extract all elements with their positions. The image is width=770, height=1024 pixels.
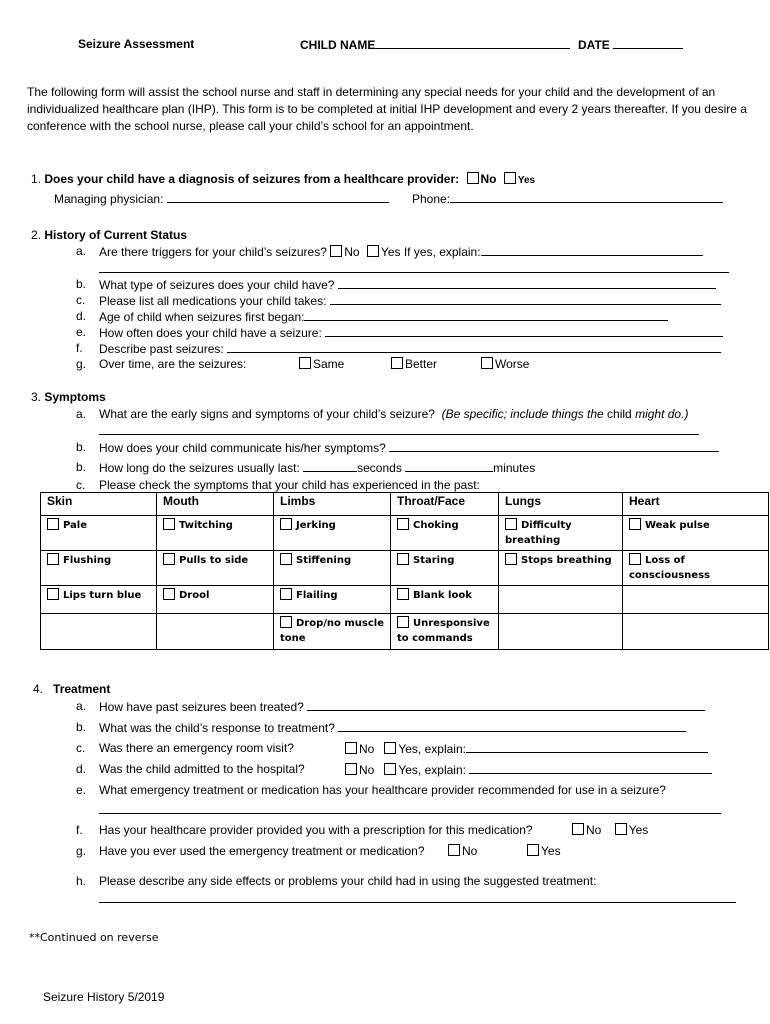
empty-cell [499, 614, 623, 650]
symptom-drop-no-muscle-tone[interactable]: Drop/no muscle tone [274, 614, 391, 650]
q4h: h. Please describe any side effects or problems your child had in using the suggested treatment: [76, 874, 597, 888]
date-field[interactable] [578, 37, 683, 52]
q4d: d. Was the child admitted to the hospital? [76, 762, 305, 776]
q4c-no-checkbox [345, 742, 357, 754]
q4f-options[interactable]: No Yes [572, 823, 648, 837]
col-header-throat-face: Throat/Face [391, 493, 499, 516]
q2c: c. Please list all medications your child takes: [76, 293, 85, 307]
q4d-no-checkbox [345, 763, 357, 775]
q2g: g. Over time, are the seizures: [76, 357, 247, 371]
symptom-loss-of-consciousness[interactable]: Loss of consciousness [623, 551, 769, 586]
q3c: c. Please check the symptoms that your child has experienced in the past: [76, 478, 480, 492]
checkbox-icon [280, 518, 292, 530]
q1-yes-checkbox[interactable] [504, 172, 516, 184]
q4f: f. Has your healthcare provider provided you with a prescription for this medication? [76, 823, 533, 837]
q4f-yes-checkbox [615, 823, 627, 835]
checkbox-icon [629, 553, 641, 565]
minutes-field[interactable] [405, 460, 493, 472]
q2g-better-option[interactable]: Better [391, 357, 437, 371]
checkbox-icon [47, 588, 59, 600]
form-title: Seizure Assessment [78, 37, 195, 51]
checkbox-icon [397, 553, 409, 565]
checkbox-icon [299, 357, 311, 369]
q2a: a. Are there triggers for your child’s seizures? No Yes If yes, explain: [76, 244, 86, 258]
q1: 1. Does your child have a diagnosis of seizures from a healthcare provider: No Yes [31, 172, 536, 186]
col-header-limbs: Limbs [274, 493, 391, 516]
checkbox-icon [280, 553, 292, 565]
checkbox-icon [280, 616, 292, 628]
q1-no-checkbox[interactable] [467, 172, 479, 184]
checkbox-icon [47, 553, 59, 565]
checkbox-icon [527, 844, 539, 856]
q4f-no-checkbox [572, 823, 584, 835]
q3b: b. How does your child communicate his/her symptoms? [76, 440, 86, 454]
symptom-stops-breathing[interactable]: Stops breathing [499, 551, 623, 586]
empty-cell [41, 614, 157, 650]
seconds-field[interactable] [303, 460, 357, 472]
symptom-lips-turn-blue[interactable]: Lips turn blue [41, 586, 157, 614]
symptom-flushing[interactable]: Flushing [41, 551, 157, 586]
q4b: b. What was the child’s response to treatment? [76, 720, 86, 734]
symptom-twitching[interactable]: Twitching [157, 516, 274, 551]
q4-heading: 4. Treatment [33, 682, 111, 696]
checkbox-icon [481, 357, 493, 369]
q2-heading: 2. History of Current Status [31, 228, 188, 242]
date-label: DATE [578, 38, 610, 52]
q2a-explain-line[interactable] [481, 244, 703, 256]
empty-cell [157, 614, 274, 650]
q2f: f. Describe past seizures: [76, 341, 83, 355]
q4e-answer-line[interactable] [99, 813, 721, 814]
q2g-worse-option[interactable]: Worse [481, 357, 529, 371]
continued-note: **Continued on reverse [29, 931, 159, 944]
q4a: a. How have past seizures been treated? [76, 699, 86, 713]
q4g-yes-option[interactable]: Yes [527, 844, 561, 858]
symptom-pulls-to-side[interactable]: Pulls to side [157, 551, 274, 586]
q4c: c. Was there an emergency room visit? [76, 741, 294, 755]
symptom-weak-pulse[interactable]: Weak pulse [623, 516, 769, 551]
intro-paragraph: The following form will assist the school nurse and staff in determining any special needs for your child and the development of an individualized healthcare plan (IHP). This form is to be completed at initial IHP development and every 2 years thereafter. If you desire a conference with the school nurse, please call your child’s school for an appointment. [27, 85, 747, 133]
q4g-no-option[interactable]: No [448, 844, 477, 858]
child-name-label: CHILD NAME [300, 38, 376, 52]
checkbox-icon [163, 553, 175, 565]
symptom-pale[interactable]: Pale [41, 516, 157, 551]
checkbox-icon [397, 588, 409, 600]
col-header-mouth: Mouth [157, 493, 274, 516]
q2b: b. What type of seizures does your child have? [76, 277, 86, 291]
q2a-yes-checkbox[interactable] [367, 245, 379, 257]
empty-cell [499, 586, 623, 614]
symptom-difficulty-breathing[interactable]: Difficulty breathing [499, 516, 623, 551]
q4d-yes-checkbox [384, 763, 396, 775]
checkbox-icon [163, 588, 175, 600]
symptom-drool[interactable]: Drool [157, 586, 274, 614]
symptom-blank-look[interactable]: Blank look [391, 586, 499, 614]
q2e: e. How often does your child have a seizure: [76, 325, 86, 339]
checkbox-icon [397, 616, 409, 628]
q2a-extra-line[interactable] [99, 272, 729, 273]
q3b-duration: b. How long do the seizures usually last: seconds minutes [76, 460, 536, 475]
symptoms-table [40, 492, 769, 650]
checkbox-icon [505, 518, 517, 530]
q4c-yes-checkbox [384, 742, 396, 754]
q4h-answer-line[interactable] [99, 902, 736, 903]
child-name-field[interactable] [300, 37, 570, 52]
checkbox-icon [47, 518, 59, 530]
symptom-jerking[interactable]: Jerking [274, 516, 391, 551]
q2a-no-checkbox[interactable] [330, 245, 342, 257]
symptom-unresponsive[interactable]: Unresponsive to commands [391, 614, 499, 650]
q4g: g. Have you ever used the emergency treatment or medication? [76, 844, 425, 858]
q3a: a. What are the early signs and symptoms of your child’s seizure? (Be specific; include things the child might do.) [76, 407, 689, 421]
col-header-lungs: Lungs [499, 493, 623, 516]
q3-heading: 3. Symptoms [31, 390, 106, 404]
col-header-skin: Skin [41, 493, 157, 516]
q1-text: Does your child have a diagnosis of seizures from a healthcare provider: [44, 172, 460, 186]
checkbox-icon [629, 518, 641, 530]
form-version: Seizure History 5/2019 [43, 990, 165, 1004]
managing-physician-field[interactable]: Managing physician: [54, 191, 389, 206]
q2d: d. Age of child when seizures first began: [76, 309, 86, 323]
symptom-choking[interactable]: Choking [391, 516, 499, 551]
q4e: e. What emergency treatment or medication has your healthcare provider recommended for use in a seizure? [76, 783, 666, 797]
q3a-answer-line[interactable] [99, 434, 699, 435]
empty-cell [623, 586, 769, 614]
checkbox-icon [397, 518, 409, 530]
checkbox-icon [163, 518, 175, 530]
symptom-flailing[interactable]: Flailing [274, 586, 391, 614]
checkbox-icon [448, 844, 460, 856]
q2g-same-option[interactable]: Same [299, 357, 344, 371]
symptom-stiffening[interactable]: Stiffening [274, 551, 391, 586]
checkbox-icon [505, 553, 517, 565]
empty-cell [623, 614, 769, 650]
checkbox-icon [280, 588, 292, 600]
checkbox-icon [391, 357, 403, 369]
phone-field[interactable]: Phone: [412, 191, 723, 206]
q4d-options[interactable]: No Yes, explain: [345, 762, 712, 777]
symptom-staring[interactable]: Staring [391, 551, 499, 586]
q4c-options[interactable]: No Yes, explain: [345, 741, 708, 756]
col-header-heart: Heart [623, 493, 769, 516]
